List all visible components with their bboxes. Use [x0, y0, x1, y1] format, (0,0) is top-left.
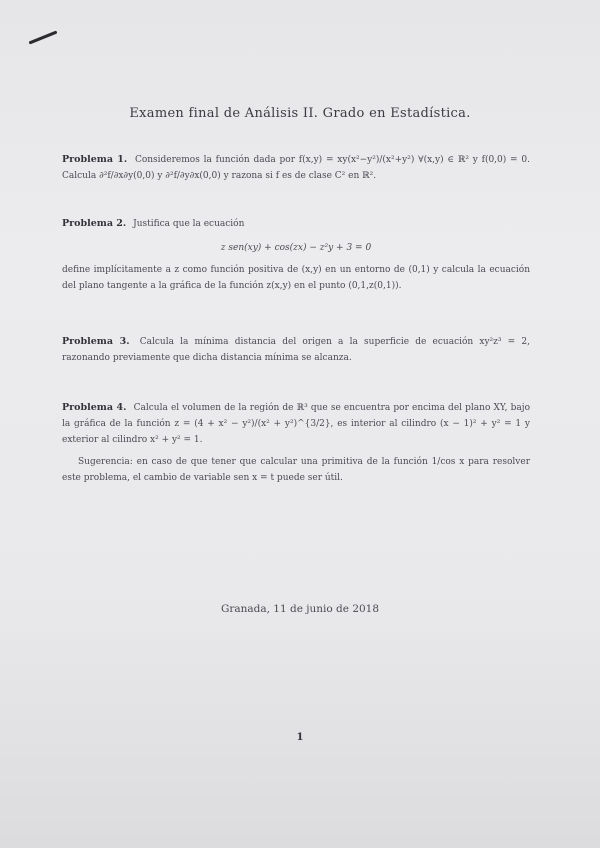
problem-1-label: Problema 1. — [62, 154, 128, 165]
problem-2-text: define implícitamente a z como función positiva de (x,y) en un entorno de (0,1) y calcula la ecuación del plano tangente a la gráfica de la función z(x,y) en el punto (0,1,z(0,1)). — [62, 265, 530, 291]
problem-1 — [62, 152, 530, 184]
problem-4-label: Problema 4. — [62, 402, 127, 413]
problem-2 — [62, 216, 530, 294]
problem-3 — [62, 334, 530, 366]
problem-2-intro: Justifica que la ecuación — [133, 219, 245, 229]
problem-4-text: Calcula el volumen de la región de ℝ³ que se encuentra por encima del plano XY, bajo la gráfica de la función z = (4 + x² − y²)/(x² + y²)^{3/2}, es interior al cilindro (x − 1)² + y² = 1 y exterior al cilindro x² + y² = 1. — [62, 403, 530, 445]
pen-mark — [29, 30, 58, 44]
problem-3-label: Problema 3. — [62, 336, 130, 347]
problem-1-text: Consideremos la función dada por f(x,y) = xy(x²−y²)/(x²+y²) ∀(x,y) ∈ ℝ² y f(0,0) = 0. Calcula ∂²f/∂x∂y(0,0) y ∂²f/∂y∂x(0,0) y razona si f es de clase C² en ℝ². — [62, 155, 530, 181]
page-number: 1 — [296, 732, 304, 743]
problem-4-hint: Sugerencia: en caso de que tener que calcular una primitiva de la función 1/cos x para resolver este problema, el cambio de variable sen x = t puede ser útil. — [62, 457, 530, 483]
problem-2-equation: z sen(xy) + cos(zx) − z²y + 3 = 0 — [220, 243, 372, 253]
exam-title: Examen final de Análisis II. Grado en Estadística. — [129, 106, 471, 121]
problem-2-label: Problema 2. — [62, 218, 127, 229]
place-date: Granada, 11 de junio de 2018 — [220, 603, 380, 615]
problem-3-text: Calcula la mínima distancia del origen a la superficie de ecuación xy²z³ = 2, razonando previamente que dicha distancia mínima se alcanza. — [62, 337, 530, 363]
problem-4 — [62, 400, 530, 486]
